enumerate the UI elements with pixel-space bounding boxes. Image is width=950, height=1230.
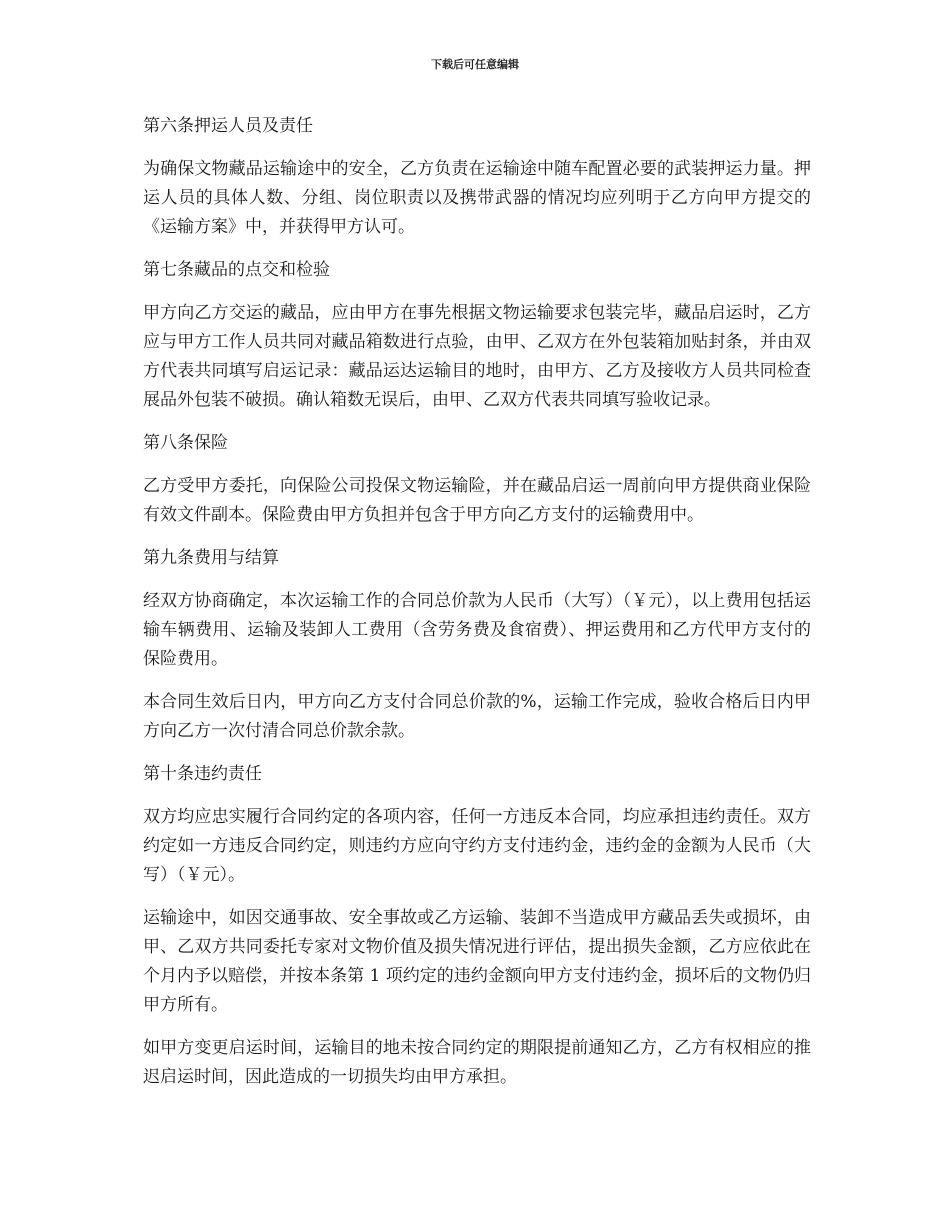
paragraph-damage: 运输途中，如因交通事故、安全事故或乙方运输、装卸不当造成甲方藏品丢失或损坏，由甲、乙双方共同委托专家对文物价值及损失情况进行评估，提出损失金额，乙方应依此在个月内予以赔偿，并按本条第 1 项约定的违约金额向甲方支付违约金，损坏后的文物仍归甲方所有。 bbox=[143, 908, 811, 1015]
paragraph-insurance: 乙方受甲方委托，向保险公司投保文物运输险，并在藏品启运一周前向甲方提供商业保险有效文件副本。保险费由甲方负担并包含于甲方向乙方支付的运输费用中。 bbox=[143, 476, 811, 525]
paragraph-payment: 本合同生效后日内，甲方向乙方支付合同总价款的%，运输工作完成，验收合格后日内甲方向乙方一次付清合同总价款余款。 bbox=[143, 692, 811, 741]
section-heading-7: 第七条藏品的点交和检验 bbox=[143, 260, 330, 280]
paragraph-schedule-change: 如甲方变更启运时间，运输目的地未按合同约定的期限提前通知乙方，乙方有权相应的推迟启运时间，因此造成的一切损失均由甲方承担。 bbox=[143, 1038, 811, 1087]
section-heading-9: 第九条费用与结算 bbox=[143, 548, 279, 568]
paragraph-fees: 经双方协商确定，本次运输工作的合同总价款为人民币（大写）（￥元），以上费用包括运输车辆费用、运输及装卸人工费用（含劳务费及食宿费）、押运费用和乙方代甲方支付的保险费用。 bbox=[143, 591, 811, 669]
paragraph-escort: 为确保文物藏品运输途中的安全，乙方负责在运输途中随车配置必要的武装押运力量。押运人员的具体人数、分组、岗位职责以及携带武器的情况均应列明于乙方向甲方提交的《运输方案》中，并获得甲方认可。 bbox=[143, 159, 811, 237]
page-header: 下载后可任意编辑 bbox=[431, 58, 519, 71]
document-body bbox=[143, 112, 811, 1106]
section-heading-10: 第十条违约责任 bbox=[143, 764, 262, 784]
paragraph-breach: 双方均应忠实履行合同约定的各项内容，任何一方违反本合同，均应承担违约责任。双方约定如一方违反合同约定，则违约方应向守约方支付违约金，违约金的金额为人民币（大写）（￥元）。 bbox=[143, 807, 811, 885]
section-heading-8: 第八条保险 bbox=[143, 433, 228, 453]
paragraph-handover: 甲方向乙方交运的藏品，应由甲方在事先根据文物运输要求包装完毕，藏品启运时，乙方应与甲方工作人员共同对藏品箱数进行点验，由甲、乙双方在外包装箱加贴封条，并由双方代表共同填写启运记录：藏品运达运输目的地时，由甲方、乙方及接收方人员共同检查展品外包装不破损。确认箱数无误后，由甲、乙双方代表共同填写验收记录。 bbox=[143, 303, 811, 410]
section-heading-6: 第六条押运人员及责任 bbox=[143, 116, 313, 136]
